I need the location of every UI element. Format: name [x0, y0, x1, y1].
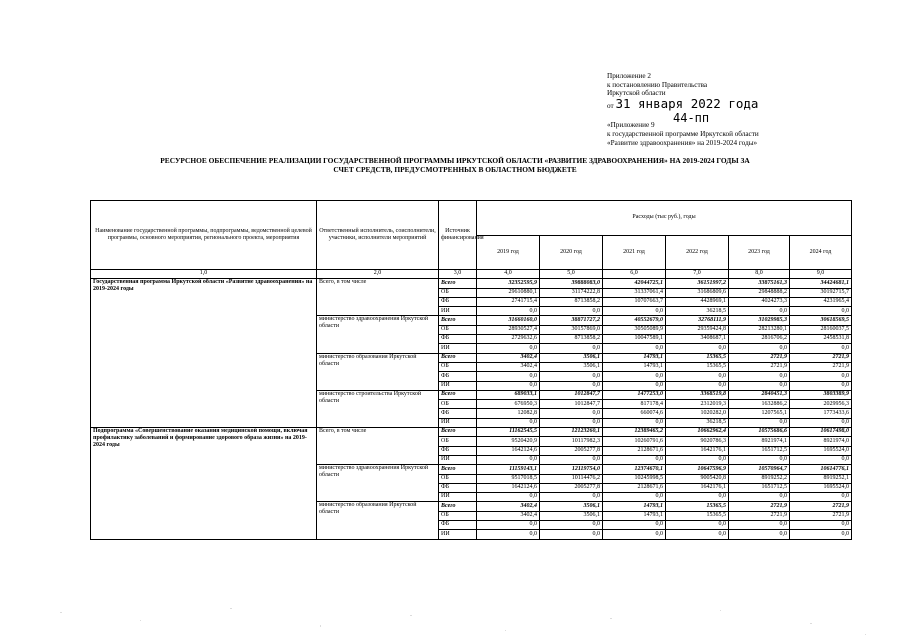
amount-cell: 1695524,0: [790, 483, 852, 492]
amount-cell: 0,0: [666, 381, 729, 390]
title-line-1: РЕСУРСНОЕ ОБЕСПЕЧЕНИЕ РЕАЛИЗАЦИИ ГОСУДАРСТВЕННОЙ ПРОГРАММЫ ИРКУТСКОЙ ОБЛАСТИ «РАЗВИТИЕ ЗДРАВООХРАНЕНИЯ» НА 2019-2024 ГОДЫ ЗА: [160, 156, 750, 165]
amount-cell: 11159143,1: [477, 465, 540, 474]
amount-cell: 31174222,8: [540, 288, 603, 297]
amount-cell: 2721,9: [790, 362, 852, 371]
amount-cell: 38871727,2: [540, 316, 603, 325]
amount-cell: 0,0: [603, 493, 666, 502]
amount-cell: 0,0: [477, 493, 540, 502]
executor-name: министерство образования Иркутской области: [317, 502, 439, 539]
amount-cell: 2458531,8: [790, 335, 852, 344]
amount-cell: 2816706,2: [729, 335, 790, 344]
amount-cell: 10647596,9: [666, 465, 729, 474]
header-line-3: Иркутской области: [607, 89, 666, 98]
funding-source: Всего: [439, 316, 477, 325]
table-row: [91, 428, 852, 437]
amount-cell: 31029985,3: [729, 316, 790, 325]
amount-cell: 1651712,5: [729, 483, 790, 492]
funding-source: ФБ: [439, 372, 477, 381]
funding-source: ОБ: [439, 362, 477, 371]
amount-cell: 10117982,3: [540, 437, 603, 446]
amount-cell: 0,0: [666, 344, 729, 353]
amount-cell: 42044725,1: [603, 279, 666, 288]
executor-name: министерство здравоохранения Иркутской области: [317, 465, 439, 502]
amount-cell: 0,0: [540, 344, 603, 353]
amount-cell: 0,0: [603, 521, 666, 530]
amount-cell: 1695524,0: [790, 446, 852, 455]
amount-cell: 28160037,5: [790, 325, 852, 334]
amount-cell: 36218,5: [666, 307, 729, 316]
amount-cell: 3506,1: [540, 353, 603, 362]
funding-source: Всего: [439, 465, 477, 474]
colnum: 9,0: [790, 270, 852, 279]
amount-cell: 0,0: [540, 381, 603, 390]
amount-cell: 0,0: [477, 307, 540, 316]
amount-cell: 2729632,6: [477, 335, 540, 344]
amount-cell: 29848888,2: [729, 288, 790, 297]
amount-cell: 2721,9: [790, 353, 852, 362]
amount-cell: 4231965,4: [790, 297, 852, 306]
amount-cell: 8921974,1: [729, 437, 790, 446]
amount-cell: 4428969,1: [666, 297, 729, 306]
amount-cell: 14793,1: [603, 353, 666, 362]
program-name: Государственная программа Иркутской области «Развитие здравоохранения» на 2019-2024 годы: [91, 279, 317, 428]
header-year-2023: 2023 год: [729, 235, 790, 270]
amount-cell: 0,0: [790, 344, 852, 353]
amount-cell: 3408687,1: [666, 335, 729, 344]
executor-name: Всего, в том числе: [317, 279, 439, 316]
amount-cell: 14793,1: [603, 362, 666, 371]
handwritten-number: 44-пп: [673, 111, 710, 125]
amount-cell: 15365,5: [666, 511, 729, 520]
amount-cell: 1477253,0: [603, 390, 666, 399]
funding-source: Всего: [439, 390, 477, 399]
header-year-2021: 2021 год: [603, 235, 666, 270]
amount-cell: 1012847,7: [540, 390, 603, 399]
amount-cell: 2029956,3: [790, 400, 852, 409]
header-year-2020: 2020 год: [540, 235, 603, 270]
amount-cell: 12082,8: [477, 409, 540, 418]
handwritten-date: 31 января 2022 года: [615, 95, 759, 111]
amount-cell: 0,0: [729, 381, 790, 390]
approval-header: [607, 72, 897, 110]
funding-source: ОБ: [439, 474, 477, 483]
amount-cell: 3368519,8: [666, 390, 729, 399]
funding-source: Всего: [439, 428, 477, 437]
amount-cell: 10707663,7: [603, 297, 666, 306]
funding-source: ИИ: [439, 493, 477, 502]
colnum: 2,0: [317, 270, 439, 279]
header-year-2019: 2019 год: [477, 235, 540, 270]
colnum: 4,0: [477, 270, 540, 279]
amount-cell: 3506,1: [540, 502, 603, 511]
funding-source: ИИ: [439, 344, 477, 353]
amount-cell: 0,0: [603, 381, 666, 390]
amount-cell: 0,0: [790, 372, 852, 381]
amount-cell: 30618569,5: [790, 316, 852, 325]
amount-cell: 39888083,0: [540, 279, 603, 288]
funding-source: ФБ: [439, 521, 477, 530]
amount-cell: 31337061,4: [603, 288, 666, 297]
amount-cell: 817178,4: [603, 400, 666, 409]
amount-cell: 8713858,2: [540, 335, 603, 344]
amount-cell: 0,0: [540, 307, 603, 316]
amount-cell: 0,0: [729, 372, 790, 381]
amount-cell: 3402,4: [477, 502, 540, 511]
amount-cell: 34424681,1: [790, 279, 852, 288]
amount-cell: 0,0: [729, 418, 790, 427]
funding-source: ИИ: [439, 307, 477, 316]
amount-cell: 2721,9: [729, 502, 790, 511]
amount-cell: 32768111,9: [666, 316, 729, 325]
amount-cell: 14793,1: [603, 511, 666, 520]
amount-cell: 0,0: [790, 530, 852, 539]
amount-cell: 3402,4: [477, 511, 540, 520]
amount-cell: 1012847,7: [540, 400, 603, 409]
amount-cell: 1632886,2: [729, 400, 790, 409]
funding-source: ИИ: [439, 418, 477, 427]
amount-cell: 0,0: [477, 418, 540, 427]
amount-cell: 0,0: [729, 493, 790, 502]
colnum: 1,0: [91, 270, 317, 279]
amount-cell: 2721,9: [729, 511, 790, 520]
amount-cell: 2741715,4: [477, 297, 540, 306]
amount-cell: 29359424,8: [666, 325, 729, 334]
funding-source: ОБ: [439, 437, 477, 446]
funding-source: Всего: [439, 502, 477, 511]
amount-cell: 0,0: [729, 521, 790, 530]
amount-cell: 3402,4: [477, 353, 540, 362]
colnum: 7,0: [666, 270, 729, 279]
funding-source: ОБ: [439, 288, 477, 297]
amount-cell: 1642124,6: [477, 483, 540, 492]
funding-source: ФБ: [439, 409, 477, 418]
amount-cell: 10047589,1: [603, 335, 666, 344]
amount-cell: 40552679,0: [603, 316, 666, 325]
amount-cell: 8919252,2: [729, 474, 790, 483]
amount-cell: 0,0: [477, 455, 540, 464]
amount-cell: 2128671,6: [603, 483, 666, 492]
funding-source: ФБ: [439, 483, 477, 492]
amount-cell: 11162545,5: [477, 428, 540, 437]
table-row: [91, 279, 852, 288]
funding-source: ИИ: [439, 381, 477, 390]
header-year-2022: 2022 год: [666, 235, 729, 270]
amount-cell: 0,0: [729, 344, 790, 353]
amount-cell: 9020786,3: [666, 437, 729, 446]
amount-cell: 4024273,3: [729, 297, 790, 306]
amount-cell: 31686809,6: [666, 288, 729, 297]
amount-cell: 0,0: [540, 530, 603, 539]
header-line-2: к постановлению Правительства: [607, 80, 708, 89]
amount-cell: 0,0: [477, 530, 540, 539]
amount-cell: 1642176,1: [666, 483, 729, 492]
amount-cell: 1773433,6: [790, 409, 852, 418]
amount-cell: 8921974,0: [790, 437, 852, 446]
amount-cell: 10570964,7: [729, 465, 790, 474]
amount-cell: 2840451,3: [729, 390, 790, 399]
amount-cell: 0,0: [666, 372, 729, 381]
amount-cell: 30157869,0: [540, 325, 603, 334]
table-body: [91, 279, 852, 539]
header-line-1: Приложение 2: [607, 72, 651, 80]
funding-source: ОБ: [439, 325, 477, 334]
amount-cell: 1207565,1: [729, 409, 790, 418]
amount-cell: 2721,9: [790, 502, 852, 511]
amount-cell: 36218,5: [666, 418, 729, 427]
amount-cell: 0,0: [477, 372, 540, 381]
amount-cell: 0,0: [666, 493, 729, 502]
amount-cell: 15365,5: [666, 502, 729, 511]
amount-cell: 0,0: [540, 455, 603, 464]
amount-cell: 10614776,1: [790, 465, 852, 474]
amount-cell: 0,0: [603, 372, 666, 381]
amount-cell: 2005277,8: [540, 483, 603, 492]
header-exec-col: Ответственный исполнитель, соисполнители, участники, исполнители мероприятий: [317, 201, 439, 270]
appendix-line-3: «Развитие здравоохранения» на 2019-2024 годы»: [607, 138, 758, 147]
colnum: 5,0: [540, 270, 603, 279]
amount-cell: 0,0: [790, 455, 852, 464]
funding-source: ФБ: [439, 335, 477, 344]
amount-cell: 1642176,1: [666, 446, 729, 455]
amount-cell: 3506,1: [540, 362, 603, 371]
header-date: [607, 95, 897, 111]
amount-cell: 0,0: [729, 307, 790, 316]
amount-cell: 9005420,8: [666, 474, 729, 483]
amount-cell: 0,0: [477, 381, 540, 390]
document-title: [90, 156, 820, 174]
amount-cell: 0,0: [729, 455, 790, 464]
amount-cell: 9520420,9: [477, 437, 540, 446]
funding-source: ФБ: [439, 297, 477, 306]
amount-cell: 33875161,3: [729, 279, 790, 288]
amount-cell: 32352595,9: [477, 279, 540, 288]
amount-cell: 676950,3: [477, 400, 540, 409]
amount-cell: 8713858,2: [540, 297, 603, 306]
amount-cell: 10245998,5: [603, 474, 666, 483]
funding-source: ИИ: [439, 530, 477, 539]
amount-cell: 1020282,0: [666, 409, 729, 418]
amount-cell: 9517018,5: [477, 474, 540, 483]
amount-cell: 0,0: [790, 521, 852, 530]
amount-cell: 10114476,2: [540, 474, 603, 483]
amount-cell: 30505089,9: [603, 325, 666, 334]
amount-cell: 0,0: [790, 381, 852, 390]
amount-cell: 28213280,1: [729, 325, 790, 334]
amount-cell: 31660160,0: [477, 316, 540, 325]
amount-cell: 2128671,6: [603, 446, 666, 455]
amount-cell: 0,0: [540, 409, 603, 418]
amount-cell: 3402,4: [477, 362, 540, 371]
header-source-col: Источник финансирования: [439, 201, 477, 270]
scan-noise: [0, 590, 905, 640]
amount-cell: 0,0: [603, 307, 666, 316]
program-name: Подпрограмма «Совершенствование оказания медицинской помощи, включая профилактику заболеваний и формирование здорового образа жизни» на 2019-2024 годы: [91, 428, 317, 540]
amount-cell: 2005277,8: [540, 446, 603, 455]
amount-cell: 14793,1: [603, 502, 666, 511]
funding-source: ОБ: [439, 511, 477, 520]
executor-name: министерство строительства Иркутской области: [317, 390, 439, 427]
amount-cell: 0,0: [790, 418, 852, 427]
header-name-col: Наименование государственной программы, подпрограммы, ведомственной целевой программы, основного мероприятия, регионального проекта, мероприятия: [91, 201, 317, 270]
amount-cell: 689033,1: [477, 390, 540, 399]
amount-cell: 0,0: [666, 521, 729, 530]
header-year-2024: 2024 год: [790, 235, 852, 270]
colnum: 8,0: [729, 270, 790, 279]
amount-cell: 0,0: [666, 455, 729, 464]
resource-table: [90, 200, 852, 540]
executor-name: Всего, в том числе: [317, 428, 439, 465]
amount-cell: 0,0: [603, 344, 666, 353]
amount-cell: 2721,9: [729, 353, 790, 362]
amount-cell: 0,0: [540, 418, 603, 427]
amount-cell: 36151997,2: [666, 279, 729, 288]
amount-cell: 0,0: [477, 521, 540, 530]
funding-source: ФБ: [439, 446, 477, 455]
amount-cell: 0,0: [603, 530, 666, 539]
amount-cell: 28930527,4: [477, 325, 540, 334]
appendix-line-2: к государственной программе Иркутской области: [607, 129, 759, 138]
amount-cell: 3803389,9: [790, 390, 852, 399]
amount-cell: 10617498,0: [790, 428, 852, 437]
appendix-9-header: [607, 121, 897, 147]
amount-cell: 29610880,1: [477, 288, 540, 297]
amount-cell: 660074,6: [603, 409, 666, 418]
amount-cell: 12374670,1: [603, 465, 666, 474]
executor-name: министерство здравоохранения Иркутской области: [317, 316, 439, 353]
amount-cell: 30192715,7: [790, 288, 852, 297]
appendix-line-1: «Приложение 9: [607, 121, 655, 129]
executor-name: министерство образования Иркутской области: [317, 353, 439, 390]
funding-source: ОБ: [439, 400, 477, 409]
amount-cell: 12123260,1: [540, 428, 603, 437]
amount-cell: 10260791,6: [603, 437, 666, 446]
amount-cell: 0,0: [790, 307, 852, 316]
amount-cell: 10662962,4: [666, 428, 729, 437]
amount-cell: 0,0: [477, 344, 540, 353]
funding-source: Всего: [439, 279, 477, 288]
amount-cell: 1651712,5: [729, 446, 790, 455]
amount-cell: 0,0: [603, 455, 666, 464]
title-line-2: СЧЕТ СРЕДСТВ, ПРЕДУСМОТРЕННЫХ В ОБЛАСТНОМ БЮДЖЕТЕ: [333, 165, 577, 174]
amount-cell: 10575686,6: [729, 428, 790, 437]
amount-cell: 8919252,1: [790, 474, 852, 483]
amount-cell: 0,0: [790, 493, 852, 502]
amount-cell: 12119754,0: [540, 465, 603, 474]
amount-cell: 12389465,2: [603, 428, 666, 437]
colnum: 3,0: [439, 270, 477, 279]
amount-cell: 15365,5: [666, 353, 729, 362]
funding-source: ИИ: [439, 455, 477, 464]
amount-cell: 0,0: [540, 493, 603, 502]
amount-cell: 0,0: [540, 372, 603, 381]
header-expenses: Расходы (тыс руб.), годы: [477, 201, 852, 236]
amount-cell: 2312019,3: [666, 400, 729, 409]
colnum: 6,0: [603, 270, 666, 279]
date-prefix: от: [607, 101, 614, 110]
amount-cell: 0,0: [729, 530, 790, 539]
amount-cell: 1642124,6: [477, 446, 540, 455]
amount-cell: 2721,9: [790, 511, 852, 520]
amount-cell: 0,0: [666, 530, 729, 539]
amount-cell: 0,0: [603, 418, 666, 427]
amount-cell: 2721,9: [729, 362, 790, 371]
amount-cell: 3506,1: [540, 511, 603, 520]
funding-source: Всего: [439, 353, 477, 362]
amount-cell: 0,0: [540, 521, 603, 530]
amount-cell: 15365,5: [666, 362, 729, 371]
